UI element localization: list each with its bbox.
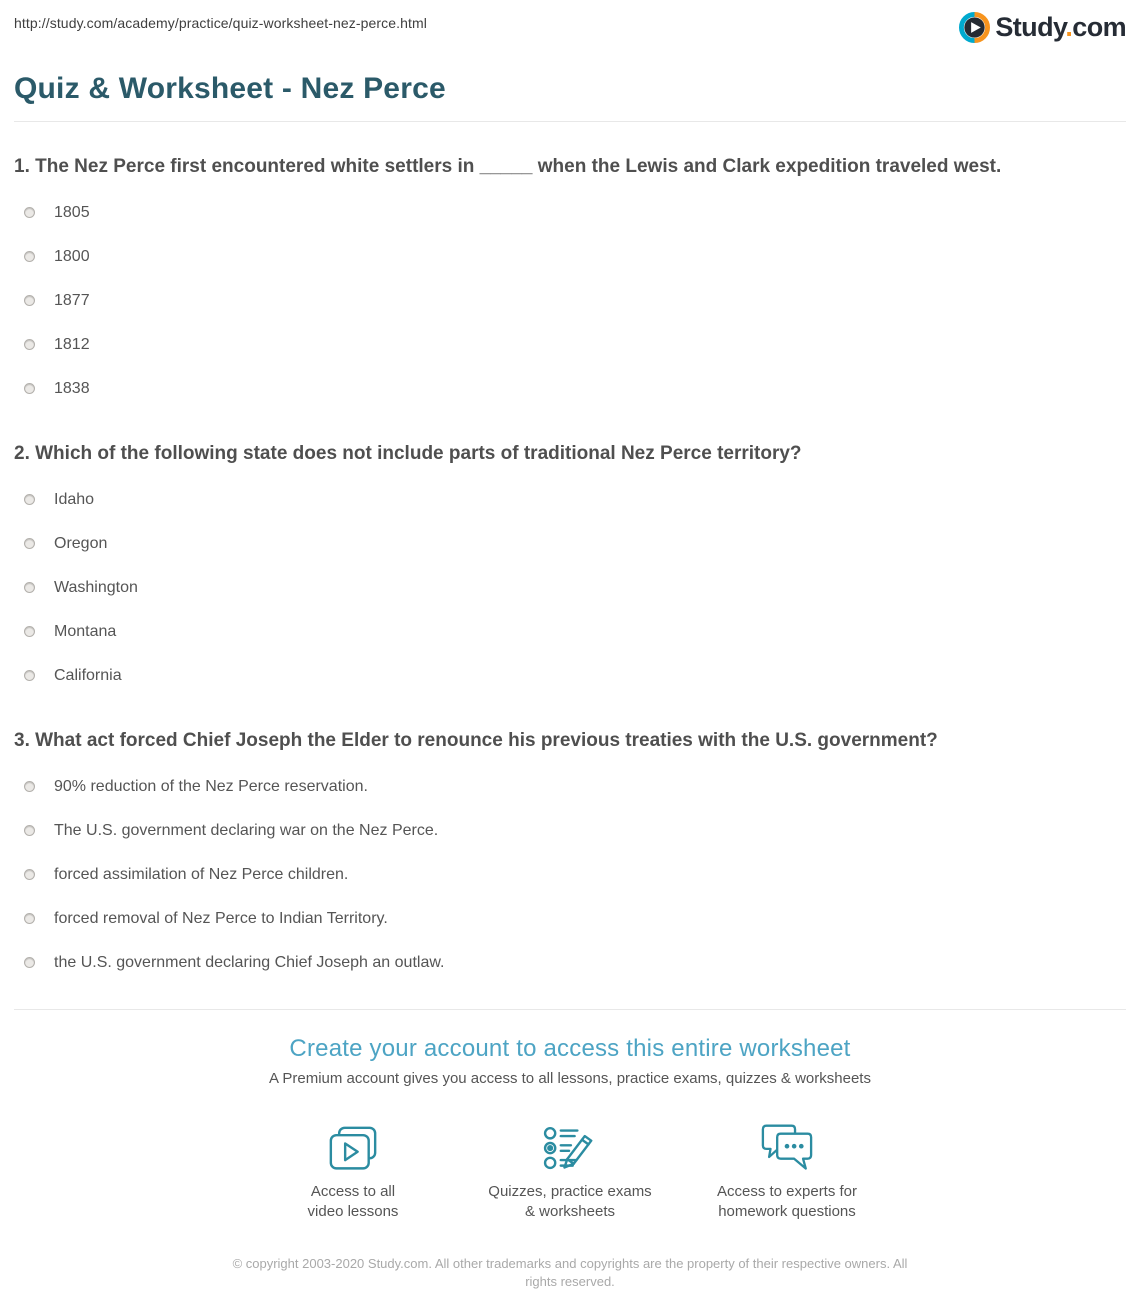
option-label: forced assimilation of Nez Perce children. [54,865,349,883]
radio-button[interactable] [24,582,35,593]
question-3-option-3[interactable] [14,866,1126,884]
question-3-option-5[interactable] [14,954,1126,972]
quizzes-worksheets-icon [462,1123,679,1173]
question-2-options [14,491,1126,685]
radio-button[interactable] [24,207,35,218]
question-2-option-4[interactable] [14,623,1126,641]
divider [14,1009,1126,1010]
question-3-option-4[interactable] [14,910,1126,928]
question-2 [14,443,1126,685]
radio-button[interactable] [24,295,35,306]
video-lessons-icon [245,1123,462,1173]
option-label: The U.S. government declaring war on the Nez Perce. [54,821,439,839]
question-1-option-2[interactable] [14,248,1126,266]
page-title: Quiz & Worksheet - Nez Perce [14,72,446,105]
option-label: 1800 [54,247,90,265]
option-label: 1812 [54,335,90,353]
feature-label: Access to all video lessons [307,1182,399,1220]
feature-video-lessons [245,1123,462,1223]
radio-button[interactable] [24,957,35,968]
question-1-option-5[interactable] [14,380,1126,398]
studycom-logo-icon [959,12,990,43]
copyright-notice: © copyright 2003-2020 Study.com. All other trademarks and copyrights are the property of their respective owners. All rights reserved. [232,1256,908,1289]
radio-button[interactable] [24,781,35,792]
radio-button[interactable] [24,538,35,549]
studycom-logo-text: Study.com [995,12,1126,42]
radio-button[interactable] [24,825,35,836]
cta-subheading: A Premium account gives you access to all lessons, practice exams, quizzes & worksheets [269,1069,871,1087]
option-label: Oregon [54,534,108,552]
question-1-option-3[interactable] [14,292,1126,310]
question-2-option-3[interactable] [14,579,1126,597]
radio-button[interactable] [24,670,35,681]
question-1-option-4[interactable] [14,336,1126,354]
question-3-option-1[interactable] [14,778,1126,796]
radio-button[interactable] [24,913,35,924]
radio-button[interactable] [24,626,35,637]
radio-button[interactable] [24,869,35,880]
radio-button[interactable] [24,251,35,262]
question-1-options [14,204,1126,398]
question-2-option-1[interactable] [14,491,1126,509]
option-label: Idaho [54,490,95,508]
question-2-text: 2. Which of the following state does not include parts of traditional Nez Perce territory? [14,442,802,464]
feature-quizzes-worksheets [462,1123,679,1223]
radio-button[interactable] [24,339,35,350]
question-3-options [14,778,1126,972]
question-1-option-1[interactable] [14,204,1126,222]
option-label: Washington [54,578,138,596]
option-label: Montana [54,622,117,640]
radio-button[interactable] [24,494,35,505]
option-label: 90% reduction of the Nez Perce reservation. [54,777,368,795]
radio-button[interactable] [24,383,35,394]
page-url: http://study.com/academy/practice/quiz-worksheet-nez-perce.html [14,15,427,31]
feature-label: Quizzes, practice exams & worksheets [488,1182,652,1220]
chat-experts-icon [679,1123,896,1173]
option-label: 1838 [54,379,90,397]
question-3-option-2[interactable] [14,822,1126,840]
cta-section [14,1035,1126,1223]
question-1 [14,156,1126,398]
question-2-option-2[interactable] [14,535,1126,553]
studycom-logo[interactable] [959,12,1126,43]
option-label: the U.S. government declaring Chief Joseph an outlaw. [54,953,445,971]
divider [14,121,1126,122]
question-3-text: 3. What act forced Chief Joseph the Elder to renounce his previous treaties with the U.S. government? [14,729,938,751]
feature-list [14,1123,1126,1223]
page-header [14,0,1126,46]
cta-heading: Create your account to access this entire worksheet [289,1034,851,1062]
feature-label: Access to experts for homework questions [716,1182,858,1220]
option-label: California [54,666,122,684]
feature-homework-experts [679,1123,896,1223]
option-label: 1805 [54,203,90,221]
question-3 [14,730,1126,972]
question-2-option-5[interactable] [14,667,1126,685]
option-label: 1877 [54,291,90,309]
option-label: forced removal of Nez Perce to Indian Territory. [54,909,388,927]
question-1-text: 1. The Nez Perce first encountered white settlers in _____ when the Lewis and Clark expedition traveled west. [14,156,1002,177]
